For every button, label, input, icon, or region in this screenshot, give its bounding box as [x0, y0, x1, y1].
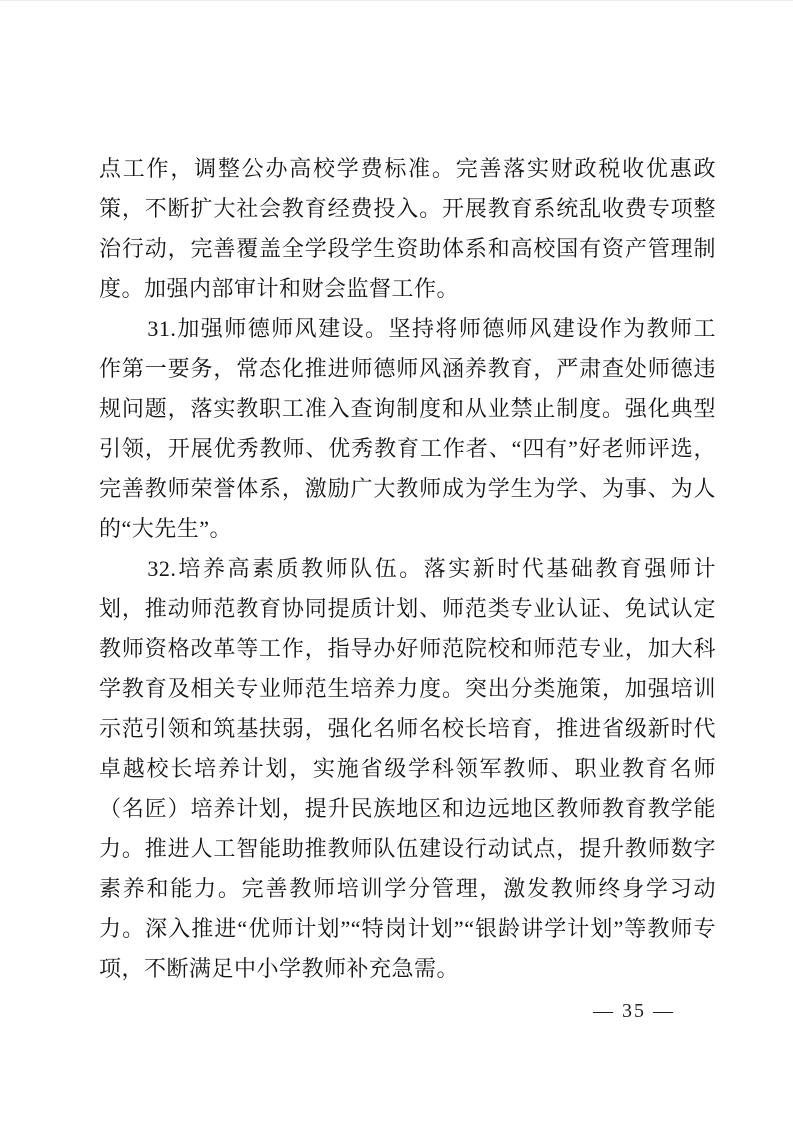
paragraph-item-32: 32.培养高素质教师队伍。落实新时代基础教育强师计划，推动师范教育协同提质计划、师范类专业认证、免试认定教师资格改革等工作，指导办好师范院校和师范专业，加大科学教育及相关专业师范生培养力度。突出分类施策，加强培训示范引领和筑基扶弱，强化名师名校长培育，推进省级新时代卓越校长培养计划，实施省级学科领军教师、职业教育名师（名匠）培养计划，提升民族地区和边远地区教师教育教学能力。推进人工智能助推教师队伍建设行动试点，提升教师数字素养和能力。完善教师培训学分管理，激发教师终身学习动力。深入推进“优师计划”“特岗计划”“银龄讲学计划”等教师专项，不断满足中小学教师补充急需。: [99, 556, 716, 981]
paragraph-item-31: 31.加强师德师风建设。坚持将师德师风建设作为教师工作第一要务，常态化推进师德师风涵养教育，严肃查处师德违规问题，落实教职工准入查询制度和从业禁止制度。强化典型引领，开展优秀教师、优秀教育工作者、“四有”好老师评选，完善教师荣誉体系，激励广大教师成为学生为学、为事、为人的“大先生”。: [99, 316, 716, 541]
page-number: — 35 —: [593, 1000, 675, 1022]
paragraph-continuation: 点工作，调整公办高校学费标准。完善落实财政税收优惠政策，不断扩大社会教育经费投入。开展教育系统乱收费专项整治行动，完善覆盖全学段学生资助体系和高校国有资产管理制度。加强内部审计和财会监督工作。: [99, 156, 716, 301]
document-body: [99, 149, 716, 989]
